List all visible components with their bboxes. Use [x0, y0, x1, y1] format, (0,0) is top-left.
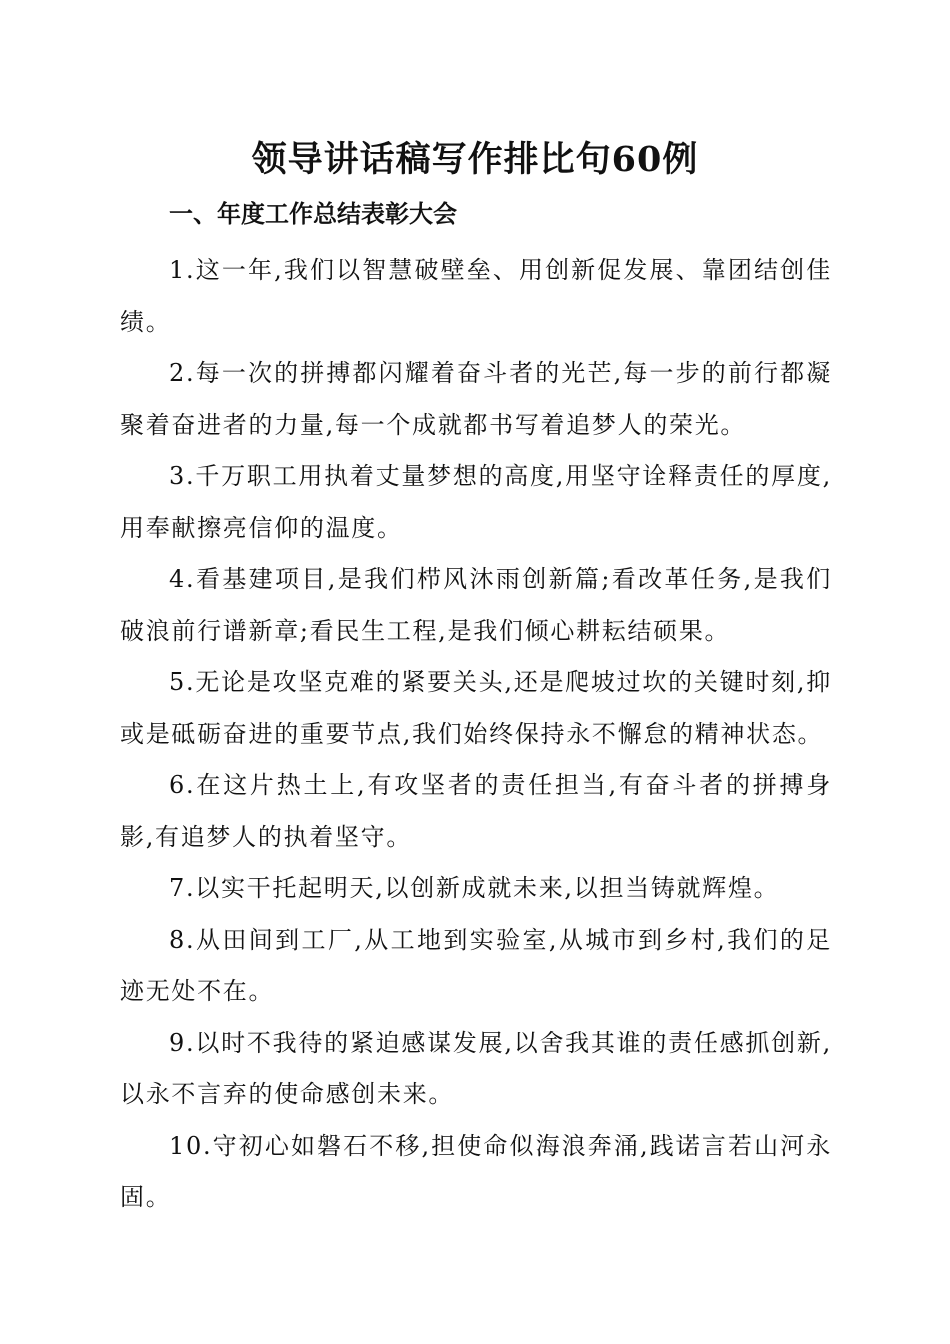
- paragraph-8: 8.从田间到工厂,从工地到实验室,从城市到乡村,我们的足迹无处不在。: [120, 925, 832, 1005]
- paragraph-7: 7.以实干托起明天,以创新成就未来,以担当铸就辉煌。: [169, 874, 780, 902]
- paragraph-6: 6.在这片热土上,有攻坚者的责任担当,有奋斗者的拼搏身影,有追梦人的执着坚守。: [120, 771, 832, 851]
- paragraph-10: 10.守初心如磐石不移,担使命似海浪奔涌,践诺言若山河永固。: [120, 1131, 832, 1211]
- section-heading: 一、年度工作总结表彰大会: [169, 200, 457, 228]
- document-title: 领导讲话稿写作排比句60例: [251, 139, 699, 180]
- paragraph-1: 1.这一年,我们以智慧破壁垒、用创新促发展、靠团结创佳绩。: [120, 256, 832, 336]
- paragraph-4: 4.看基建项目,是我们栉风沐雨创新篇;看改革任务,是我们破浪前行谱新章;看民生工程,是我们倾心耕耘结硕果。: [120, 565, 832, 645]
- paragraph-9: 9.以时不我待的紧迫感谋发展,以舍我其谁的责任感抓创新,以永不言弃的使命感创未来。: [120, 1028, 832, 1108]
- paragraph-2: 2.每一次的拼搏都闪耀着奋斗者的光芒,每一步的前行都凝聚着奋进者的力量,每一个成就都书写着追梦人的荣光。: [120, 359, 832, 439]
- paragraph-3: 3.千万职工用执着丈量梦想的高度,用坚守诠释责任的厚度,用奉献擦亮信仰的温度。: [120, 462, 832, 542]
- paragraph-5: 5.无论是攻坚克难的紧要关头,还是爬坡过坎的关键时刻,抑或是砥砺奋进的重要节点,我们始终保持永不懈怠的精神状态。: [120, 668, 832, 748]
- document-body: [120, 245, 832, 1224]
